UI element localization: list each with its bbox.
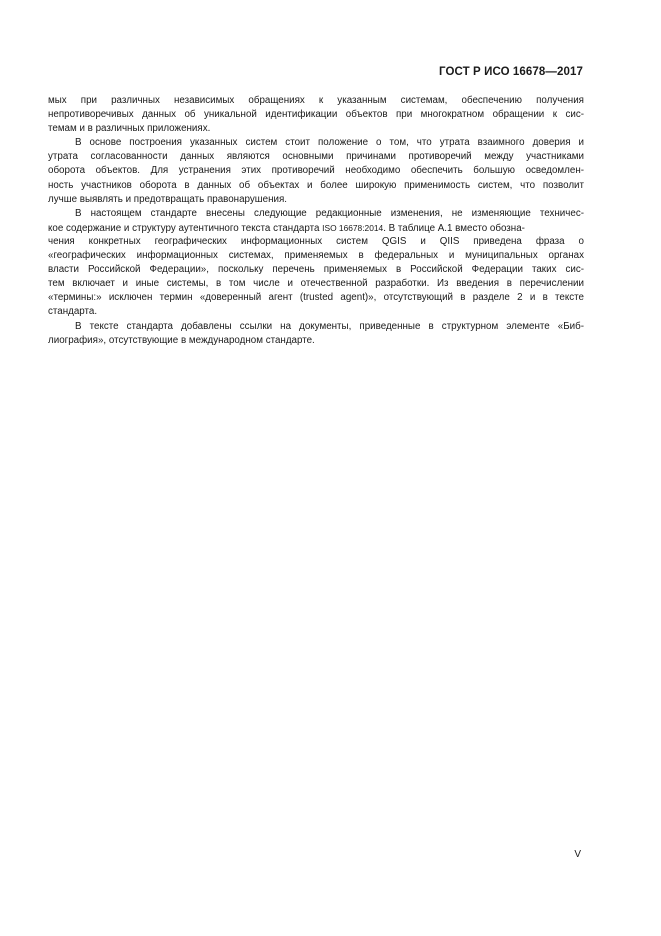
text-line: стандарта. [48,306,98,318]
text-line: В тексте стандарта добавлены ссылки на документы, приведенные в структурном элементе «Биб- [75,320,584,332]
text-line: ность участников оборота в данных об объектах и более широкую применимость систем, что позволит [48,179,584,191]
paragraph-3 [48,207,584,320]
text-line: тем включает и иные системы, в том числе и отечественной разработки. Из введения в перечислении [48,278,584,290]
paragraph-1 [48,94,584,136]
text-line: мых при различных независимых обращениях к указанным системам, обеспечению получения [48,95,584,106]
text-line: утрата согласованности данных являются основными причинами противоречий между участниками [48,151,584,163]
text-line: «термины:» исключен термин «доверенный агент (trusted agent)», отсутствующий в разделе 2 и в тексте [48,292,584,304]
text-line: В настоящем стандарте внесены следующие редакционные изменения, не изменяющие техничес- [75,207,584,219]
text-segment: . В таблице А.1 вместо обозна- [383,222,525,234]
text-line [48,221,584,235]
text-line: власти Российской Федерации», поскольку перечень применяемых в Российской Федерации таких сис- [48,264,584,276]
text-line: лучше выявлять и предотвращать правонарушения. [48,193,287,205]
paragraph-4 [48,320,584,348]
text-line: темам и в различных приложениях. [48,123,211,135]
text-line: оборота объектов. Для устранения этих противоречий необходимо обеспечить большую осведомлен- [48,165,584,177]
page-number: V [574,849,581,860]
text-line: «географических информационных системах, применяемых в федеральных и муниципальных органах [48,250,584,262]
text-line: лиография», отсутствующие в международном стандарте. [48,334,315,346]
text-line: чения конкретных географических информационных систем QGIS и QIIS приведена фраза о [48,235,584,247]
text-line: непротиворечивых данных об уникальной идентификации объектов при многократном обращении к сис- [48,109,584,121]
document-header-standard-id: ГОСТ Р ИСО 16678—2017 [438,66,583,78]
paragraph-2 [48,136,584,206]
text-segment: кое содержание и структуру аутентичного текста стандарта [48,222,320,234]
document-body [48,94,584,348]
text-line: В основе построения указанных систем стоит положение о том, что утрата взаимного доверия и [75,137,584,149]
standard-reference: ISO 16678:2014 [322,222,384,233]
